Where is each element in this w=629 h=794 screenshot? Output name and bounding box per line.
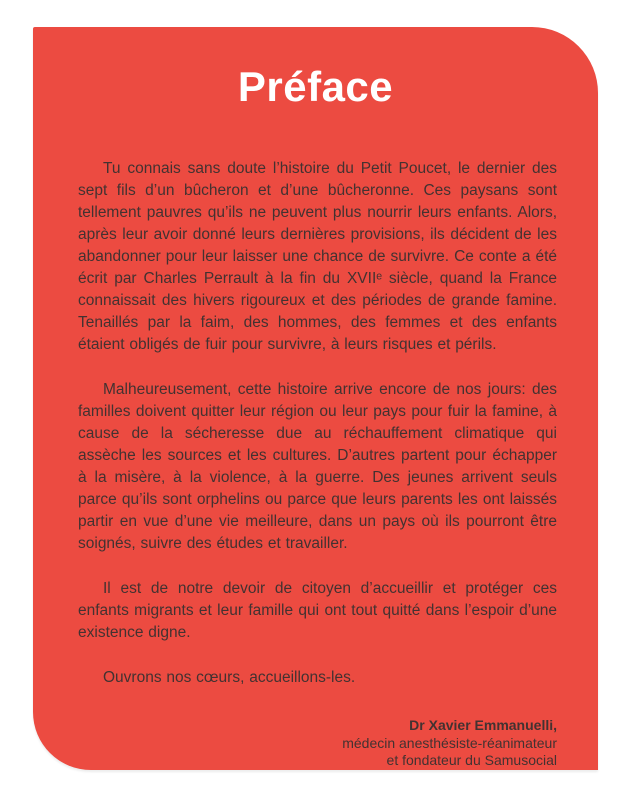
preface-paragraph-1: Tu connais sans doute l’histoire du Petit Poucet, le dernier des sept fils d’un bûcheron et d’une bûcheronne. Ces paysans sont tellement pauvres qu’ils ne peuvent plus nourrir leurs enfants. Alors, après leur avoir donné leurs dernières provisions, ils décident de les abandonner pour leur laisser une chance de survivre. Ce conte a été écrit par Charles Perrault à la fin du XVIIᵉ siècle, quand la France connaissait des hivers rigoureux et des périodes de grande famine. Tenaillés par la faim, des hommes, des femmes et des enfants étaient obligés de fuir pour survivre, à leurs risques et périls. [78, 160, 557, 353]
signature-role-line-1: médecin anesthésiste-réanimateur [342, 734, 557, 751]
preface-paragraph-4: Ouvrons nos cœurs, accueillons-les. [103, 669, 356, 686]
preface-paragraph-3: Il est de notre devoir de citoyen d’accueillir et protéger ces enfants migrants et leur famille qui ont tout quitté dans l’espoir d’une existence digne. [78, 580, 557, 641]
preface-card [33, 27, 598, 770]
signature-name: Dr Xavier Emmanuelli, [409, 717, 557, 733]
preface-text [78, 158, 557, 689]
signature-block [78, 717, 557, 770]
preface-paragraph-2: Malheureusement, cette histoire arrive encore de nos jours: des familles doivent quitter leur région ou leur pays pour fuir la famine, à cause de la sécheresse due au réchauffement climatique qui assèche les sources et les cultures. D’autres partent pour échapper à la misère, à la violence, à la guerre. Des jeunes arrivent seuls parce qu’ils sont orphelins ou parce que leurs parents les ont laissés partir en vue d’une vie meilleure, dans un pays où ils pourront être soignés, suivre des études et travailler. [78, 381, 557, 552]
signature-role-line-2: et fondateur du Samusocial [386, 752, 557, 768]
page-title: Préface [237, 63, 394, 110]
